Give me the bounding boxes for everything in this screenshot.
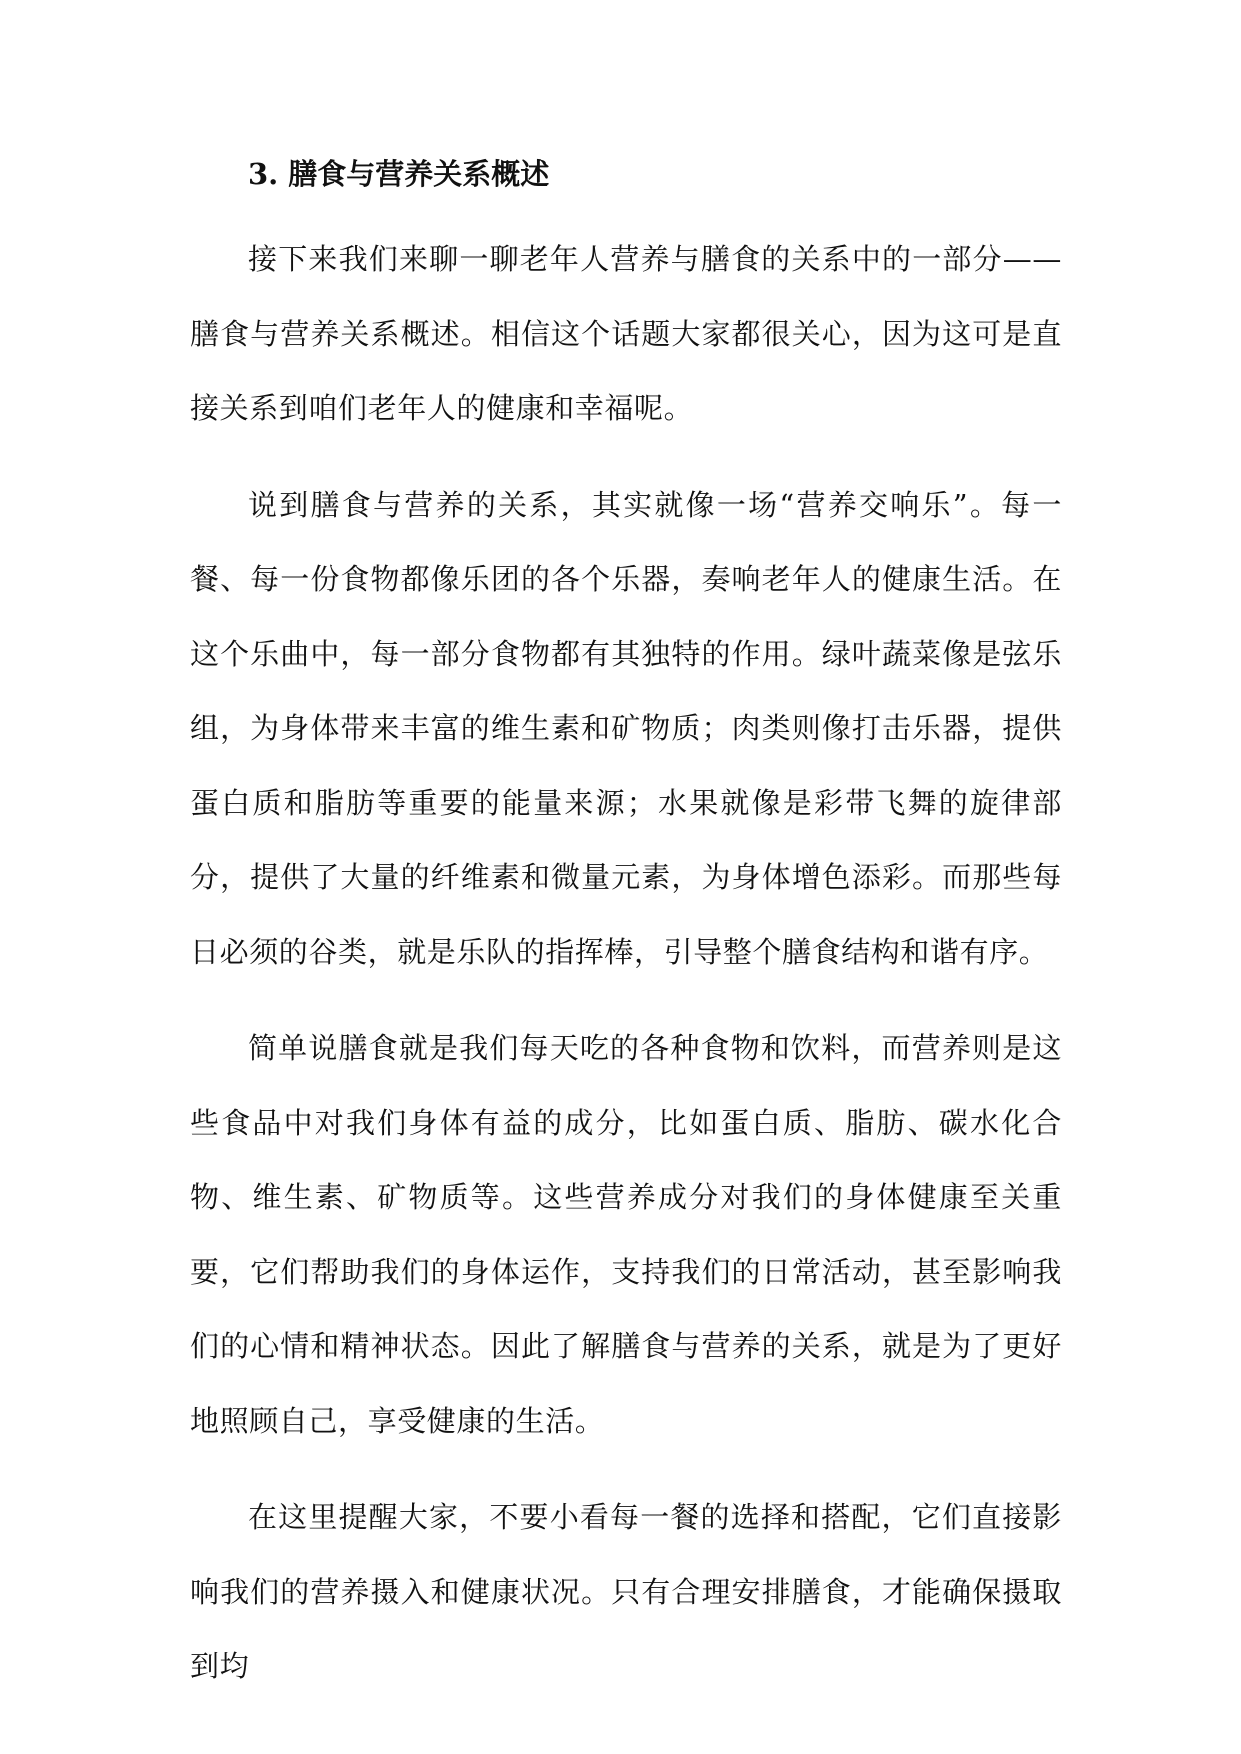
paragraph-definition: 简单说膳食就是我们每天吃的各种食物和饮料，而营养则是这些食品中对我们身体有益的成分，比如蛋白质、脂肪、碳水化合物、维生素、矿物质等。这些营养成分对我们的身体健康至关重要，它们帮助我们的身体运作，支持我们的日常活动，甚至影响我们的心情和精神状态。因此了解膳食与营养的关系，就是为了更好地照顾自己，享受健康的生活。 [190,1031,1062,1438]
paragraph-symphony: 说到膳食与营养的关系，其实就像一场“营养交响乐”。每一餐、每一份食物都像乐团的各个乐器，奏响老年人的健康生活。在这个乐曲中，每一部分食物都有其独特的作用。绿叶蔬菜像是弦乐组，为身体带来丰富的维生素和矿物质；肉类则像打击乐器，提供蛋白质和脂肪等重要的能量来源；水果就像是彩带飞舞的旋律部分，提供了大量的纤维素和微量元素，为身体增色添彩。而那些每日必须的谷类，就是乐队的指挥棒，引导整个膳食结构和谐有序。 [190,487,1062,969]
paragraph-reminder: 在这里提醒大家，不要小看每一餐的选择和搭配，它们直接影响我们的营养摄入和健康状况。只有合理安排膳食，才能确保摄取到均 [190,1500,1062,1683]
section-heading [248,148,1062,200]
section-title: 膳食与营养关系概述 [288,157,550,191]
document-body [190,148,1062,1704]
paragraph-intro: 接下来我们来聊一聊老年人营养与膳食的关系中的一部分——膳食与营养关系概述。相信这个话题大家都很关心，因为这可是直接关系到咱们老年人的健康和幸福呢。 [190,242,1062,425]
section-number: 3. [248,157,279,191]
